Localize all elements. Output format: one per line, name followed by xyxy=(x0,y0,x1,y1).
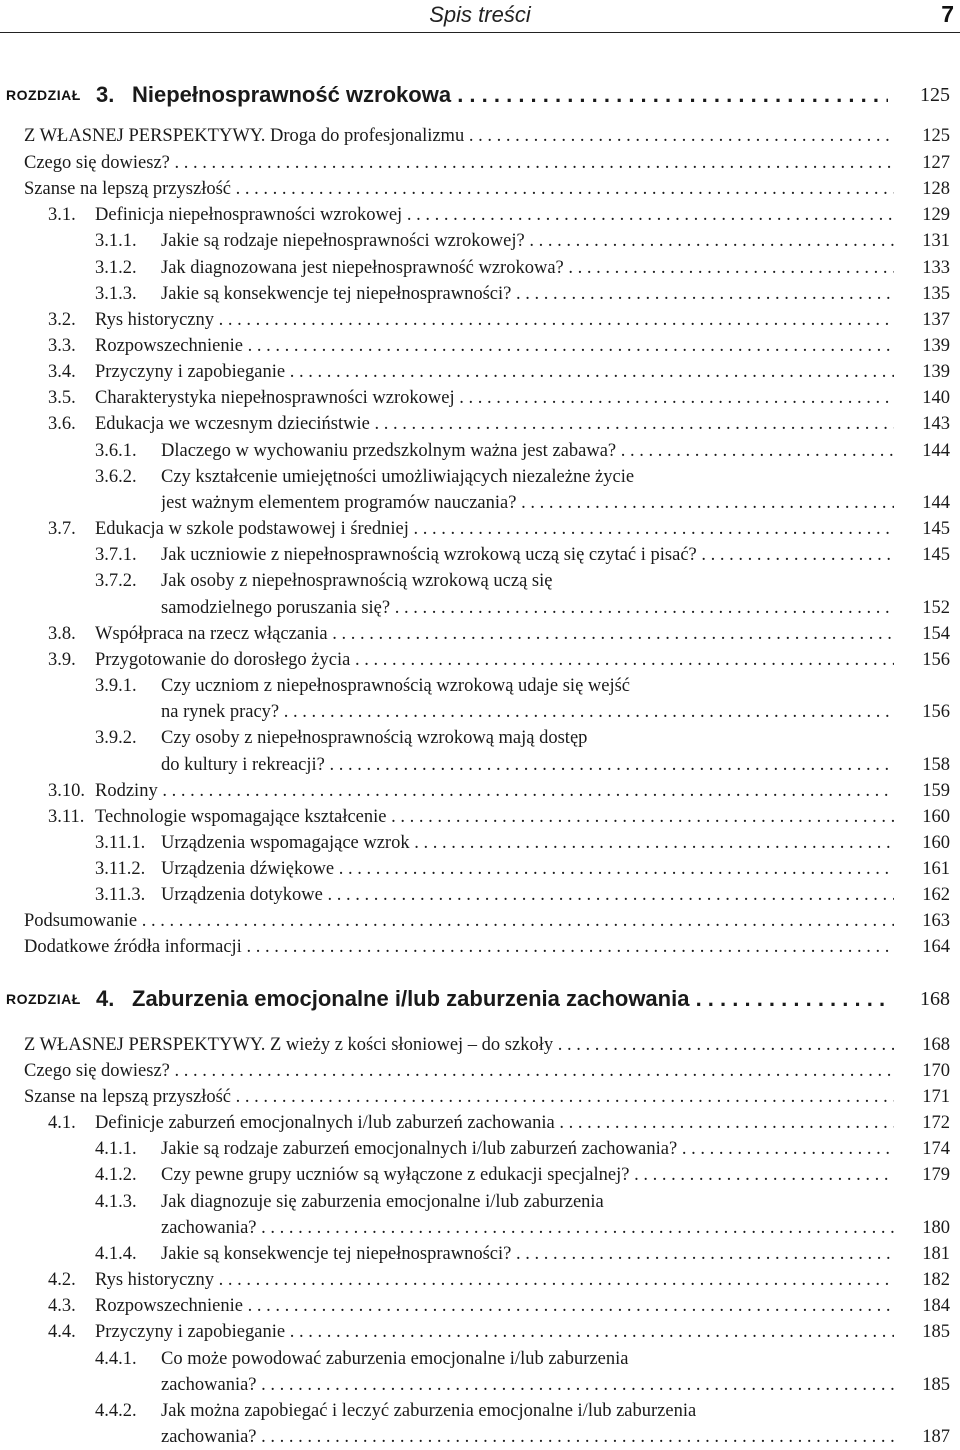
toc-entry-number: 4.4.2. xyxy=(95,1401,137,1421)
toc-entry-number: 3.9.1. xyxy=(95,676,137,696)
toc-entry-title: Z WŁASNEJ PERSPEKTYWY. Z wieży z kości słoniowej – do szkoły . . . xyxy=(24,1032,894,1058)
toc-entry-page: 172 xyxy=(922,1113,950,1133)
toc-entry-title: Szanse na lepszą przyszłość . . . xyxy=(24,1084,894,1110)
chapter-page: 125 xyxy=(920,84,950,106)
toc-entry[interactable] xyxy=(0,1372,960,1398)
toc-entry[interactable] xyxy=(0,1319,960,1345)
toc-entry[interactable] xyxy=(0,725,960,751)
toc-entry-number: 3.4. xyxy=(48,362,76,382)
toc-entry-title: Rozpowszechnienie . . . xyxy=(95,333,894,359)
toc-entry-number: 3.9.2. xyxy=(95,728,137,748)
toc-entry[interactable] xyxy=(0,1398,960,1424)
toc-entry[interactable] xyxy=(0,542,960,568)
toc-entry[interactable] xyxy=(0,804,960,830)
toc-entry-title: Definicje zaburzeń emocjonalnych i/lub zaburzeń zachowania . . . xyxy=(95,1110,894,1136)
toc-entry-title: Co może powodować zaburzenia emocjonalne i/lub zaburzenia xyxy=(161,1349,629,1369)
toc-entry-page: 163 xyxy=(922,911,950,931)
toc-entry-number: 3.11.2. xyxy=(95,859,146,879)
toc-entry-number: 3.10. xyxy=(48,781,85,801)
toc-entry[interactable] xyxy=(0,1084,960,1110)
toc-entry-page: 156 xyxy=(922,702,950,722)
chapter-title: Zaburzenia emocjonalne i/lub zaburzenia zachowania . . . xyxy=(132,984,888,1014)
toc-entry[interactable] xyxy=(0,647,960,673)
toc-entry-title: Rozpowszechnienie . . . xyxy=(95,1293,894,1319)
toc-entry-page: 156 xyxy=(922,650,950,670)
toc-entry[interactable] xyxy=(0,516,960,542)
toc-entry-page: 174 xyxy=(922,1139,950,1159)
toc-entry-title: Charakterystyka niepełnosprawności wzrokowej . . . xyxy=(95,385,894,411)
toc-entry[interactable] xyxy=(0,464,960,490)
toc-entry-page: 145 xyxy=(922,519,950,539)
toc-entry-number: 3.3. xyxy=(48,336,76,356)
toc-entry[interactable] xyxy=(0,1136,960,1162)
chapter-page: 168 xyxy=(920,988,950,1010)
toc-entry-page: 154 xyxy=(922,624,950,644)
toc-entry-number: 4.2. xyxy=(48,1270,76,1290)
toc-entry-title: Jakie są rodzaje zaburzeń emocjonalnych i/lub zaburzeń zachowania? . . . xyxy=(161,1136,894,1162)
toc-entry-page: 140 xyxy=(922,388,950,408)
toc-entry-title: Przygotowanie do dorosłego życia . . . xyxy=(95,647,894,673)
toc-entry-title: Współpraca na rzecz włączania . . . xyxy=(95,621,894,647)
toc-entry[interactable] xyxy=(0,228,960,254)
toc-entry-number: 3.7.1. xyxy=(95,545,137,565)
toc-entry-number: 3.1.2. xyxy=(95,258,137,278)
toc-entry-page: 158 xyxy=(922,755,950,775)
toc-entry-number: 3.11. xyxy=(48,807,85,827)
toc-entry-number: 3.2. xyxy=(48,310,76,330)
toc-entry-title: Czy kształcenie umiejętności umożliwiających niezależne życie xyxy=(161,467,635,487)
toc-entry-page: 152 xyxy=(922,598,950,618)
toc-entry-title: Szanse na lepszą przyszłość . . . xyxy=(24,176,894,202)
toc-entry-page: 180 xyxy=(922,1218,950,1238)
toc-entry[interactable] xyxy=(0,752,960,778)
toc-entry-title: Podsumowanie . . . xyxy=(24,908,894,934)
toc-entry[interactable] xyxy=(0,568,960,594)
toc-entry-title: Technologie wspomagające kształcenie . . . xyxy=(95,804,894,830)
toc-entry-title: Jakie są rodzaje niepełnosprawności wzrokowej? . . . xyxy=(161,228,894,254)
toc-entry-number: 4.4. xyxy=(48,1322,76,1342)
toc-entry-page: 187 xyxy=(922,1427,950,1447)
toc-entry-number: 4.4.1. xyxy=(95,1349,137,1369)
toc-entry[interactable] xyxy=(0,150,960,176)
chapter-number: 4. xyxy=(96,986,115,1011)
toc-entry[interactable] xyxy=(0,595,960,621)
toc-entry-page: 171 xyxy=(922,1087,950,1107)
toc-entry-title: Jak diagnozuje się zaburzenia emocjonalne i/lub zaburzenia xyxy=(161,1192,604,1212)
toc-entry-page: 184 xyxy=(922,1296,950,1316)
toc-entry-page: 139 xyxy=(922,336,950,356)
toc-entry-title: Czy uczniom z niepełnosprawnością wzrokową udaje się wejść xyxy=(161,676,631,696)
toc-entry-title: Urządzenia wspomagające wzrok . . . xyxy=(161,830,894,856)
toc-entry-title: samodzielnego poruszania się? . . . xyxy=(161,595,894,621)
toc-entry-title: Definicja niepełnosprawności wzrokowej . . . xyxy=(95,202,894,228)
toc-entry-number: 3.7.2. xyxy=(95,571,137,591)
toc-entry-title: Czego się dowiesz? . . . xyxy=(24,150,894,176)
toc-entry-number: 4.1. xyxy=(48,1113,76,1133)
toc-entry-page: 170 xyxy=(922,1061,950,1081)
toc-entry-page: 160 xyxy=(922,833,950,853)
toc-entry[interactable] xyxy=(0,1293,960,1319)
toc-entry-title: Urządzenia dotykowe . . . xyxy=(161,882,894,908)
toc-entry[interactable] xyxy=(0,1215,960,1241)
toc-entry-page: 181 xyxy=(922,1244,950,1264)
toc-entry[interactable] xyxy=(0,778,960,804)
toc-entry-title: na rynek pracy? . . . xyxy=(161,699,894,725)
toc-entry-number: 3.6.1. xyxy=(95,441,137,461)
toc-entry-title: Urządzenia dźwiękowe . . . xyxy=(161,856,894,882)
toc-entry-page: 128 xyxy=(922,179,950,199)
toc-entry-title: Czy pewne grupy uczniów są wyłączone z edukacji specjalnej? . . . xyxy=(161,1162,894,1188)
toc-entry[interactable] xyxy=(0,255,960,281)
toc-entry-title: Rys historyczny . . . xyxy=(95,307,894,333)
toc-entry[interactable] xyxy=(0,882,960,908)
toc-entry[interactable] xyxy=(0,621,960,647)
toc-entry[interactable] xyxy=(0,934,960,960)
toc-entry-title: zachowania? . . . xyxy=(161,1372,894,1398)
toc-entry-number: 3.7. xyxy=(48,519,76,539)
toc-entry-page: 135 xyxy=(922,284,950,304)
toc-entry-number: 4.1.4. xyxy=(95,1244,137,1264)
toc-entry-page: 162 xyxy=(922,885,950,905)
toc-entry-number: 3.1.3. xyxy=(95,284,137,304)
running-title: Spis treści xyxy=(429,2,531,27)
chapter-label: ROZDZIAŁ xyxy=(6,87,81,103)
toc-entry-page: 129 xyxy=(922,205,950,225)
toc-entry[interactable] xyxy=(0,411,960,437)
toc-entry-page: 127 xyxy=(922,153,950,173)
toc-entry[interactable] xyxy=(0,699,960,725)
toc-entry-page: 133 xyxy=(922,258,950,278)
toc-entry[interactable] xyxy=(0,830,960,856)
toc-entry-title: Jakie są konsekwencje tej niepełnosprawności? . . . xyxy=(161,281,894,307)
toc-entry-title: Jak diagnozowana jest niepełnosprawność wzrokowa? . . . xyxy=(161,255,894,281)
toc-entry-page: 131 xyxy=(922,231,950,251)
toc-entry-number: 4.1.2. xyxy=(95,1165,137,1185)
toc-entry-title: Rodziny . . . xyxy=(95,778,894,804)
chapter-title: Niepełnosprawność wzrokowa . . . xyxy=(132,80,888,110)
toc-entry-number: 3.1. xyxy=(48,205,76,225)
toc-entry-title: Jak uczniowie z niepełnosprawnością wzrokową uczą się czytać i pisać? . . . xyxy=(161,542,894,568)
toc-entry-page: 179 xyxy=(922,1165,950,1185)
chapter-heading[interactable] xyxy=(0,80,960,110)
toc-entry-title: Dlaczego w wychowaniu przedszkolnym ważna jest zabawa? . . . xyxy=(161,438,894,464)
toc-entry[interactable] xyxy=(0,1058,960,1084)
toc-entry-number: 3.6. xyxy=(48,414,76,434)
toc-entry[interactable] xyxy=(0,1424,960,1450)
toc-entry-page: 168 xyxy=(922,1035,950,1055)
toc-entry-page: 160 xyxy=(922,807,950,827)
toc-entry-page: 182 xyxy=(922,1270,950,1290)
toc-entry-number: 3.1.1. xyxy=(95,231,137,251)
toc-entry-page: 143 xyxy=(922,414,950,434)
toc-entry-title: Edukacja we wczesnym dzieciństwie . . . xyxy=(95,411,894,437)
toc-entry-page: 164 xyxy=(922,937,950,957)
toc-entry-title: Czy osoby z niepełnosprawnością wzrokową mają dostęp xyxy=(161,728,588,748)
toc-entry-page: 144 xyxy=(922,493,950,513)
toc-entry[interactable] xyxy=(0,1110,960,1136)
toc-entry[interactable] xyxy=(0,1189,960,1215)
page-number: 7 xyxy=(941,1,954,27)
toc-entry[interactable] xyxy=(0,202,960,228)
toc-entry-title: Rys historyczny . . . xyxy=(95,1267,894,1293)
toc-entry-number: 4.1.3. xyxy=(95,1192,137,1212)
toc-entry-title: Edukacja w szkole podstawowej i średniej . . . xyxy=(95,516,894,542)
toc-entry-number: 3.11.3. xyxy=(95,885,146,905)
toc-entry-number: 3.9. xyxy=(48,650,76,670)
toc-entry[interactable] xyxy=(0,176,960,202)
toc-entry[interactable] xyxy=(0,908,960,934)
toc-entry[interactable] xyxy=(0,856,960,882)
toc-entry-page: 125 xyxy=(922,126,950,146)
toc-entry-page: 144 xyxy=(922,441,950,461)
toc-entry-number: 4.1.1. xyxy=(95,1139,137,1159)
toc-entry[interactable] xyxy=(0,281,960,307)
toc-entry[interactable] xyxy=(0,307,960,333)
toc-entry-title: Czego się dowiesz? . . . xyxy=(24,1058,894,1084)
toc-entry-number: 3.11.1. xyxy=(95,833,146,853)
toc-entry-title: zachowania? . . . xyxy=(161,1424,894,1450)
toc-entry[interactable] xyxy=(0,438,960,464)
toc-entry-title: Dodatkowe źródła informacji . . . xyxy=(24,934,894,960)
toc-entry-page: 139 xyxy=(922,362,950,382)
toc-entry-title: Jakie są konsekwencje tej niepełnosprawności? . . . xyxy=(161,1241,894,1267)
chapter-label: ROZDZIAŁ xyxy=(6,991,81,1007)
toc-entry[interactable] xyxy=(0,1032,960,1058)
toc-entry-title: zachowania? . . . xyxy=(161,1215,894,1241)
toc-entry[interactable] xyxy=(0,490,960,516)
toc-entry-title: jest ważnym elementem programów nauczania? . . . xyxy=(161,490,894,516)
toc-entry[interactable] xyxy=(0,333,960,359)
toc-entry-number: 3.8. xyxy=(48,624,76,644)
toc-entry[interactable] xyxy=(0,1267,960,1293)
chapter-number: 3. xyxy=(96,82,115,107)
toc-entry-number: 3.5. xyxy=(48,388,76,408)
chapter-heading[interactable] xyxy=(0,984,960,1014)
toc-entry-title: Z WŁASNEJ PERSPEKTYWY. Droga do profesjonalizmu . . . xyxy=(24,123,894,149)
toc-entry-page: 137 xyxy=(922,310,950,330)
toc-entry[interactable] xyxy=(0,1346,960,1372)
page-header xyxy=(0,0,960,33)
toc-entry-page: 145 xyxy=(922,545,950,565)
toc-entry[interactable] xyxy=(0,359,960,385)
toc-entry[interactable] xyxy=(0,673,960,699)
toc-entry-page: 185 xyxy=(922,1322,950,1342)
toc-entry[interactable] xyxy=(0,1241,960,1267)
toc-entry[interactable] xyxy=(0,385,960,411)
toc-entry-number: 3.6.2. xyxy=(95,467,137,487)
toc-entry-page: 159 xyxy=(922,781,950,801)
toc-entry[interactable] xyxy=(0,123,960,149)
toc-entry-title: do kultury i rekreacji? . . . xyxy=(161,752,894,778)
toc-entry-page: 161 xyxy=(922,859,950,879)
toc-entry-title: Przyczyny i zapobieganie . . . xyxy=(95,359,894,385)
toc-entry-number: 4.3. xyxy=(48,1296,76,1316)
toc-entry-page: 185 xyxy=(922,1375,950,1395)
toc-entry-title: Jak osoby z niepełnosprawnością wzrokową uczą się xyxy=(161,571,553,591)
toc-entry[interactable] xyxy=(0,1162,960,1188)
toc-entry-title: Jak można zapobiegać i leczyć zaburzenia emocjonalne i/lub zaburzenia xyxy=(161,1401,697,1421)
toc-entry-title: Przyczyny i zapobieganie . . . xyxy=(95,1319,894,1345)
